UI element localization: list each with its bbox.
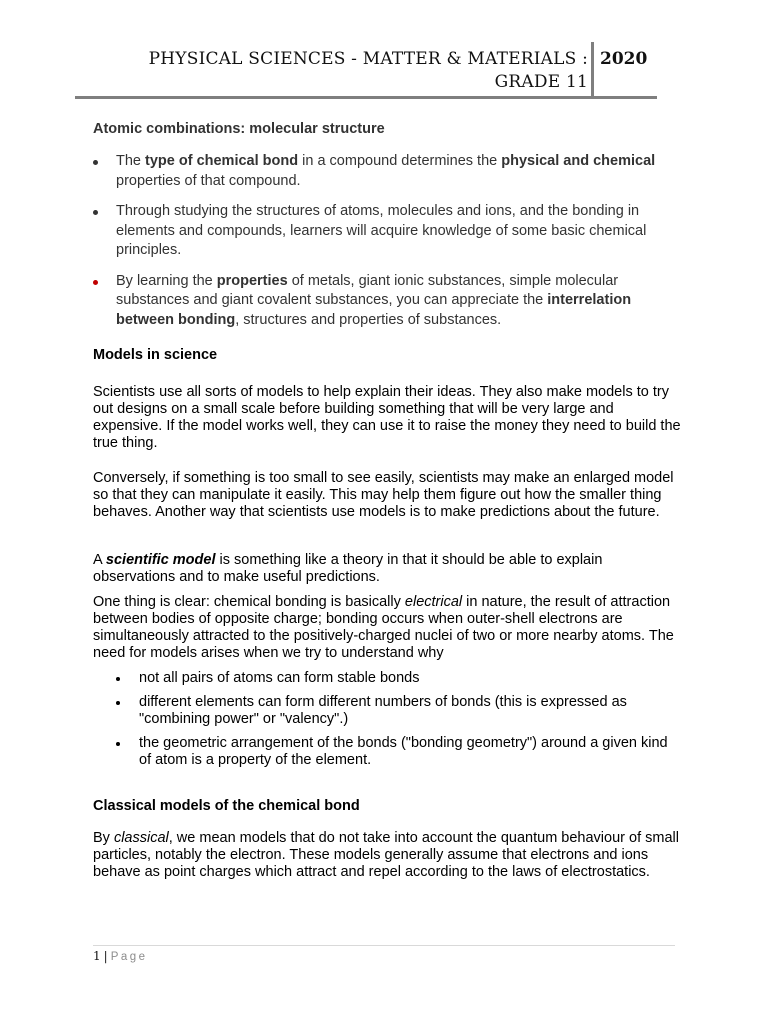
- header-vertical-rule: [591, 42, 594, 98]
- models-paragraph-1: Scientists use all sorts of models to help explain their ideas. They also make models to try out designs on a small scale before building something that will be very large and expensive. If the model works well, they can use it to raise the money they need to build the true thing.: [93, 384, 681, 451]
- intro-bullet-2: Through studying the structures of atoms, molecules and ions, and the bonding in elements and compounds, learners will acquire knowledge of some basic chemical principles.: [93, 202, 683, 261]
- models-paragraph-4: One thing is clear: chemical bonding is basically electrical in nature, the result of attraction between bodies of opposite charge; bonding occurs when outer-shell electrons are simultaneously attracted to the positively-charged nuclei of two or more nearby atoms. The need for models arises when we try to understand why: [93, 594, 674, 661]
- models-paragraph-2: Conversely, if something is too small to see easily, scientists may make an enlarged model so that they can manipulate it easily. This may help them figure out how the smaller thing behaves. Another way that scientists use models is to make predictions about the future.: [93, 470, 674, 520]
- bullet-icon: [116, 701, 120, 705]
- footer-page-number: 1 | Page: [93, 949, 148, 963]
- bullet-icon: [93, 210, 98, 215]
- classical-heading: Classical models of the chemical bond: [93, 798, 360, 814]
- header-year: 2020: [600, 49, 648, 69]
- footer-rule: [93, 945, 675, 946]
- page-content: [93, 120, 683, 881]
- models-bullet-3: the geometric arrangement of the bonds ("bonding geometry") around a given kind of atom is a property of the element.: [93, 735, 683, 769]
- models-bullet-1: not all pairs of atoms can form stable bonds: [93, 670, 683, 687]
- intro-bullet-list: [93, 152, 683, 330]
- models-bullet-2: different elements can form different numbers of bonds (this is expressed as "combining power" or "valency".): [93, 694, 683, 728]
- bullet-icon: [116, 677, 120, 681]
- bullet-icon: [116, 742, 120, 746]
- intro-heading: Atomic combinations: molecular structure: [93, 121, 385, 137]
- models-heading: Models in science: [93, 347, 218, 363]
- models-paragraph-3: A scientific model is something like a theory in that it should be able to explain observations and to make useful predictions.: [93, 552, 603, 585]
- intro-bullet-3: By learning the properties of metals, giant ionic substances, simple molecular substances and giant covalent substances, you can appreciate the interrelation between bonding, structures and properties of substances.: [93, 272, 683, 331]
- models-bullet-list: [93, 670, 683, 769]
- header-horizontal-rule: [75, 96, 657, 99]
- header-title: PHYSICAL SCIENCES - MATTER & MATERIALS : GRADE 11: [148, 49, 588, 92]
- red-bullet-icon: [93, 280, 98, 285]
- intro-bullet-1: The type of chemical bond in a compound determines the physical and chemical properties of that compound.: [93, 152, 683, 191]
- classical-paragraph-1: By classical, we mean models that do not take into account the quantum behaviour of small particles, notably the electron. These models generally assume that electrons and ions behave as point charges which attract and repel according to the laws of electrostatics.: [93, 830, 679, 880]
- bullet-icon: [93, 160, 98, 165]
